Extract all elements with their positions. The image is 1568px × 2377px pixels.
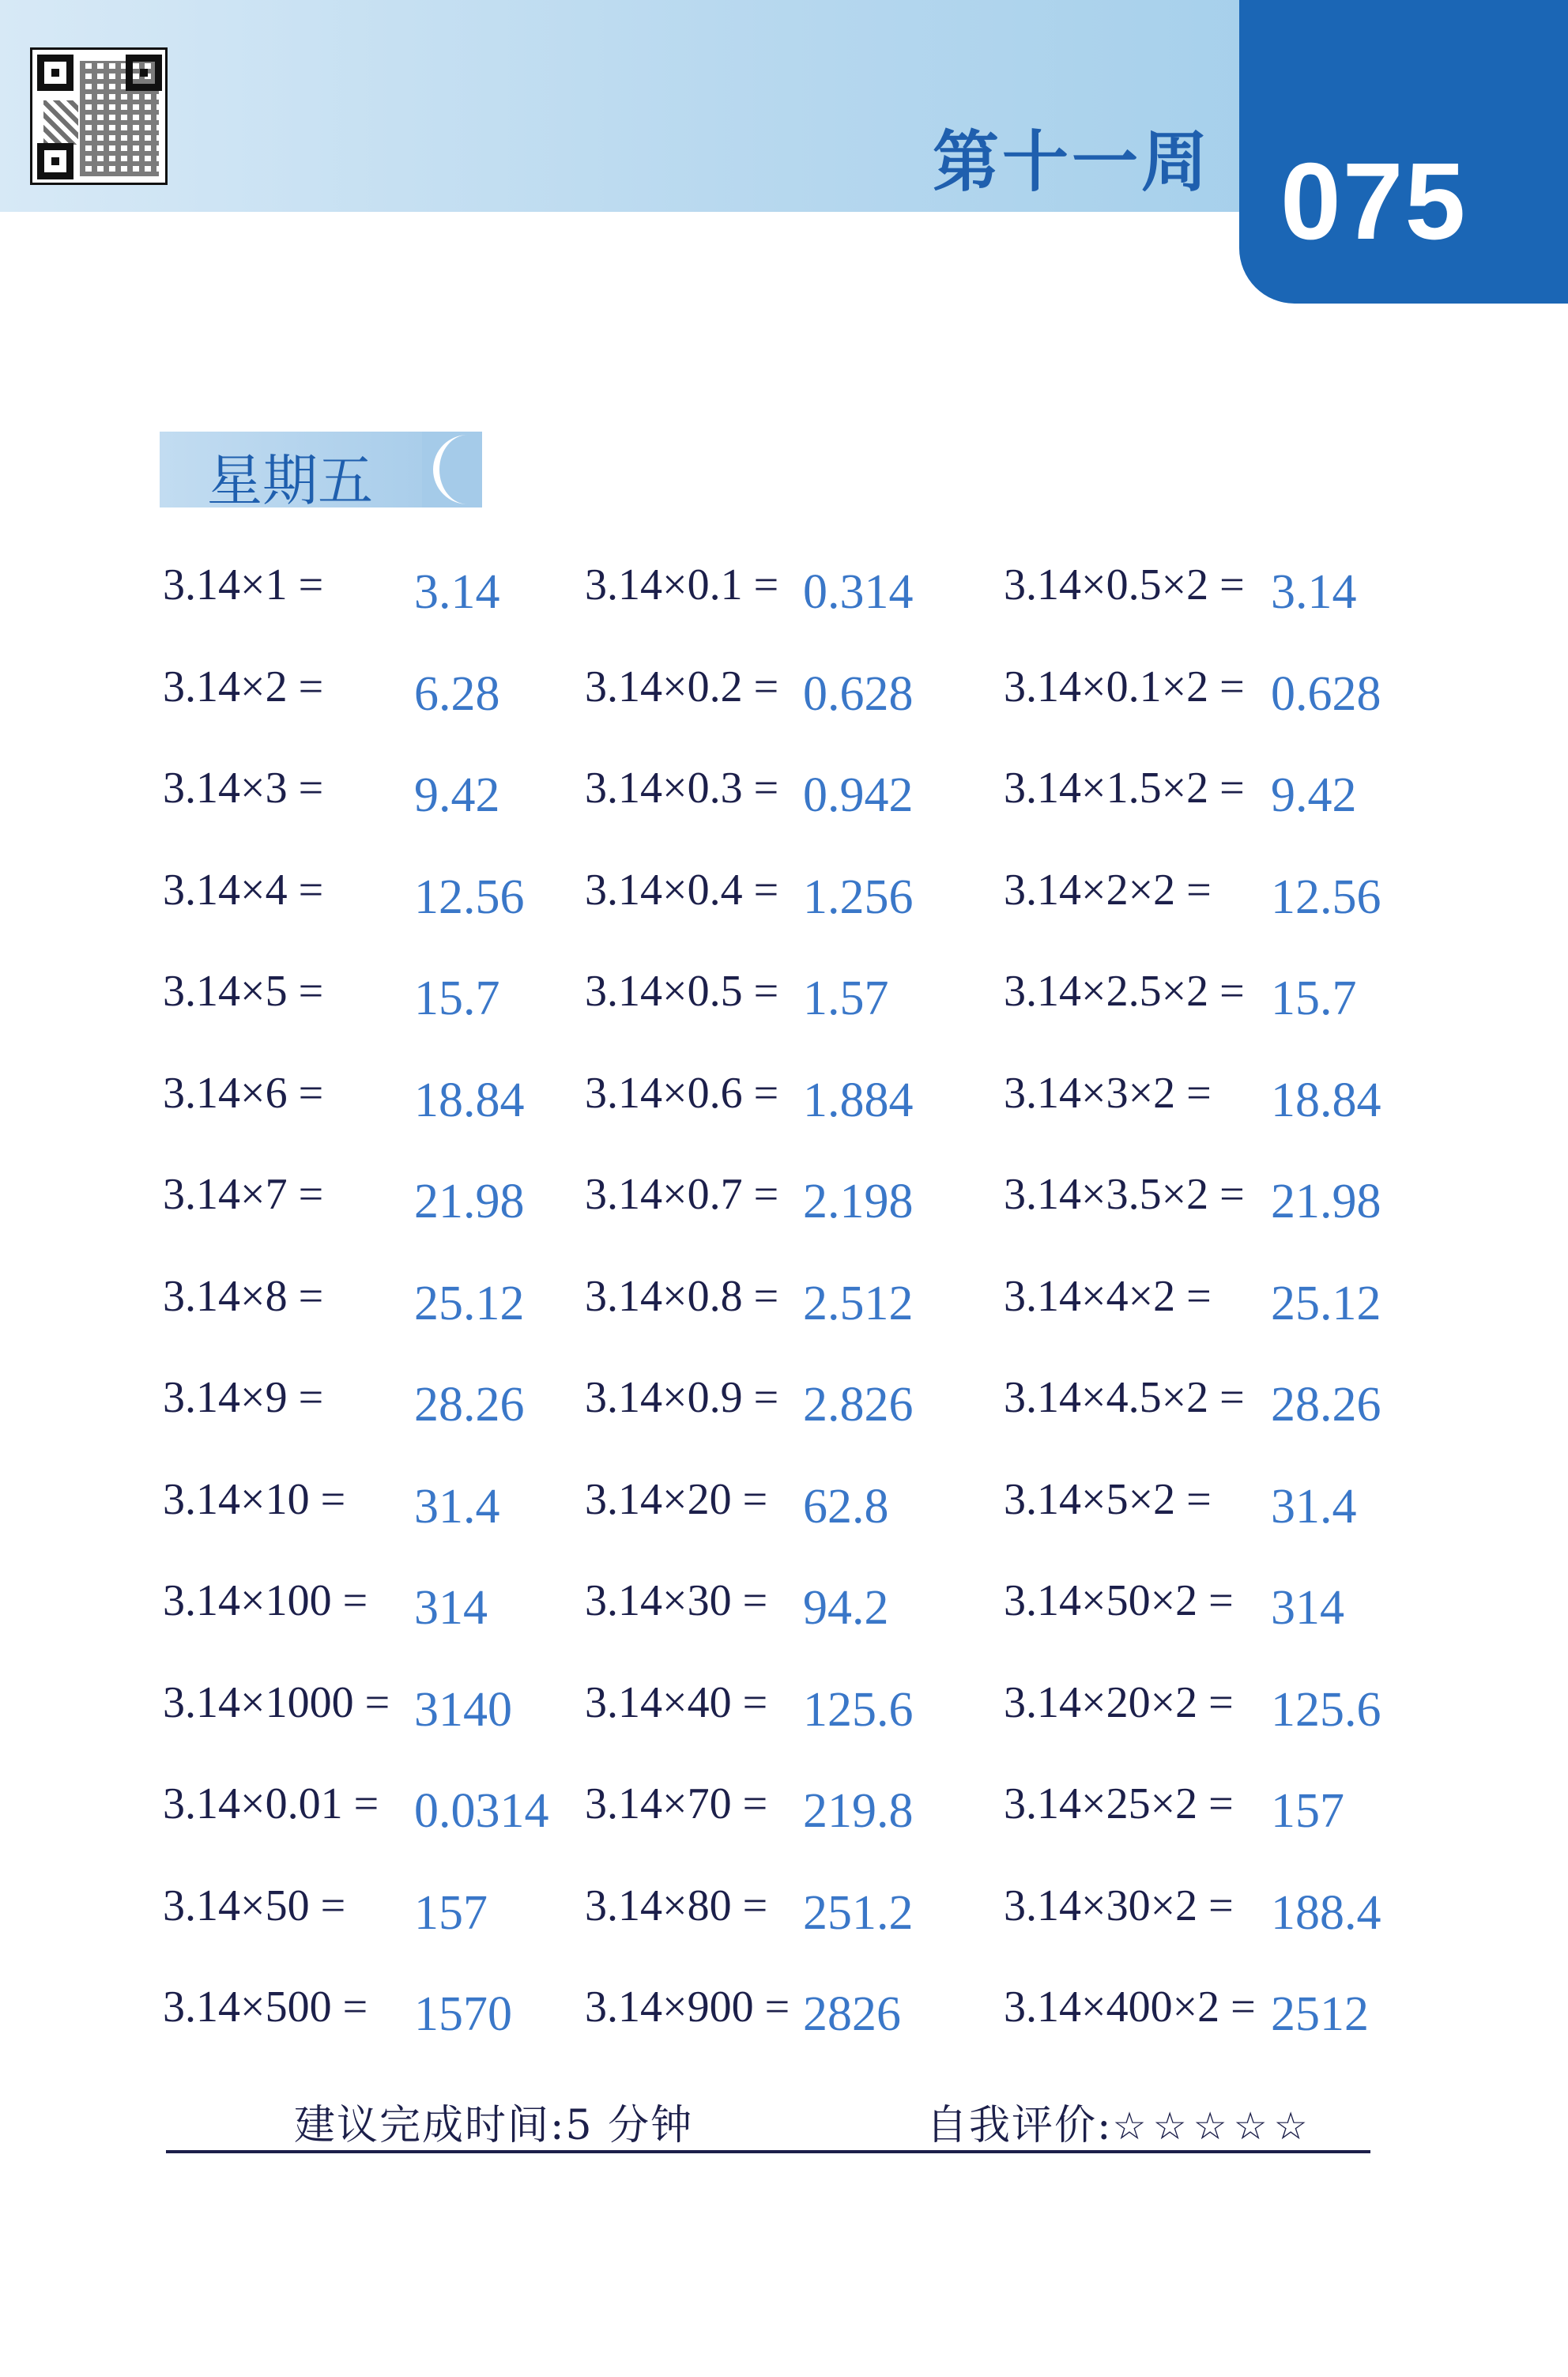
problem-item	[585, 1169, 956, 1248]
problem-item	[1004, 1474, 1375, 1553]
problem-expression: 3.14×50×2 =	[1004, 1576, 1234, 1625]
problem-expression: 3.14×5×2 =	[1004, 1475, 1212, 1524]
problem-item	[585, 763, 956, 842]
problem-expression: 3.14×0.5 =	[585, 967, 779, 1016]
problem-answer: 18.84	[1271, 1073, 1381, 1127]
problem-item	[163, 1779, 549, 1858]
problem-expression: 3.14×30 =	[585, 1576, 768, 1625]
problem-item	[1004, 1372, 1381, 1451]
problem-item	[1004, 662, 1381, 741]
footer-divider	[166, 2150, 1370, 2153]
suggested-time: 建议完成时间:5 分钟	[294, 2102, 694, 2149]
problem-expression: 3.14×0.8 =	[585, 1272, 779, 1321]
problem-item	[1004, 865, 1381, 944]
problem-item	[1004, 1271, 1381, 1350]
problem-expression: 3.14×0.3 =	[585, 764, 779, 813]
problem-answer: 188.4	[1271, 1886, 1381, 1940]
problem-answer: 31.4	[1271, 1480, 1357, 1534]
problem-expression: 3.14×25×2 =	[1004, 1779, 1234, 1828]
problem-expression: 3.14×40 =	[585, 1678, 768, 1727]
problem-item	[163, 1881, 534, 1960]
problem-answer: 18.84	[414, 1073, 525, 1127]
problem-expression: 3.14×0.7 =	[585, 1170, 779, 1219]
problem-expression: 3.14×1 =	[163, 560, 324, 609]
problem-answer: 2.198	[803, 1175, 914, 1228]
problem-expression: 3.14×0.1×2 =	[1004, 662, 1245, 711]
problem-item	[163, 1677, 534, 1756]
problem-answer: 0.628	[803, 667, 914, 721]
problem-answer: 25.12	[1271, 1277, 1381, 1330]
problem-expression: 3.14×0.6 =	[585, 1069, 779, 1118]
problem-expression: 3.14×4 =	[163, 866, 324, 915]
problem-answer: 0.942	[803, 768, 914, 822]
problem-expression: 3.14×3.5×2 =	[1004, 1170, 1245, 1219]
problem-expression: 3.14×6 =	[163, 1069, 324, 1118]
problem-item	[1004, 966, 1375, 1045]
crescent-moon-icon	[422, 432, 482, 507]
problem-answer: 0.314	[803, 565, 914, 619]
problem-item	[1004, 1881, 1381, 1960]
problem-expression: 3.14×70 =	[585, 1779, 768, 1828]
problem-item	[163, 966, 534, 1045]
day-label: 星期五	[207, 448, 373, 513]
problem-expression: 3.14×1000 =	[163, 1678, 390, 1727]
problem-expression: 3.14×7 =	[163, 1170, 324, 1219]
problem-answer: 2.512	[803, 1277, 914, 1330]
problem-answer: 1.57	[803, 972, 889, 1025]
problem-answer: 0.628	[1271, 667, 1381, 721]
problem-item	[585, 1271, 956, 1350]
problem-item	[163, 1372, 534, 1451]
problem-item	[163, 1575, 534, 1654]
problem-expression: 3.14×3 =	[163, 764, 324, 813]
problem-item	[163, 1982, 534, 2061]
problem-answer: 2826	[803, 1987, 901, 2041]
problem-expression: 3.14×3×2 =	[1004, 1069, 1212, 1118]
problem-item	[585, 1068, 956, 1147]
problem-answer: 157	[1271, 1784, 1344, 1838]
problem-answer: 1570	[414, 1987, 512, 2041]
problem-expression: 3.14×2.5×2 =	[1004, 967, 1245, 1016]
problem-answer: 314	[414, 1581, 488, 1635]
problem-answer: 125.6	[803, 1683, 914, 1737]
problem-item	[1004, 763, 1375, 842]
problem-expression: 3.14×1.5×2 =	[1004, 764, 1245, 813]
problem-item	[585, 865, 956, 944]
problem-expression: 3.14×10 =	[163, 1475, 346, 1524]
problem-item	[585, 662, 956, 741]
problem-answer: 251.2	[803, 1886, 914, 1940]
problem-expression: 3.14×0.2 =	[585, 662, 779, 711]
problem-item	[585, 1982, 956, 2061]
problem-answer: 9.42	[414, 768, 500, 822]
problem-answer: 15.7	[1271, 972, 1357, 1025]
problem-item	[163, 1271, 534, 1350]
problem-answer: 2.826	[803, 1378, 914, 1432]
problem-item	[1004, 1068, 1381, 1147]
problem-answer: 62.8	[803, 1480, 889, 1534]
problem-answer: 314	[1271, 1581, 1344, 1635]
problem-item	[1004, 1779, 1375, 1858]
qr-modules	[43, 100, 78, 145]
problem-expression: 3.14×0.1 =	[585, 560, 779, 609]
problem-item	[1004, 560, 1375, 639]
problem-answer: 3.14	[1271, 565, 1357, 619]
problem-item	[585, 966, 956, 1045]
problem-answer: 94.2	[803, 1581, 889, 1635]
problem-item	[1004, 1677, 1381, 1756]
problem-item	[163, 1068, 534, 1147]
problem-expression: 3.14×2 =	[163, 662, 324, 711]
problem-answer: 25.12	[414, 1277, 525, 1330]
qr-finder	[37, 143, 74, 179]
problem-expression: 3.14×900 =	[585, 1983, 790, 2032]
problem-expression: 3.14×0.9 =	[585, 1373, 779, 1422]
problem-item	[585, 1575, 956, 1654]
problem-item	[163, 865, 534, 944]
problem-item	[1004, 1169, 1381, 1248]
problem-item	[585, 1881, 956, 1960]
problem-expression: 3.14×0.4 =	[585, 866, 779, 915]
problem-expression: 3.14×5 =	[163, 967, 324, 1016]
problem-expression: 3.14×50 =	[163, 1881, 346, 1930]
problem-item	[163, 560, 534, 639]
problem-answer: 6.28	[414, 667, 500, 721]
problem-answer: 125.6	[1271, 1683, 1381, 1737]
problem-expression: 3.14×500 =	[163, 1983, 368, 2032]
problem-expression: 3.14×8 =	[163, 1272, 324, 1321]
problem-expression: 3.14×4×2 =	[1004, 1272, 1212, 1321]
problem-item	[163, 763, 534, 842]
problem-answer: 3140	[414, 1683, 512, 1737]
problem-answer: 31.4	[414, 1480, 500, 1534]
problem-answer: 9.42	[1271, 768, 1357, 822]
problem-answer: 28.26	[414, 1378, 525, 1432]
problem-expression: 3.14×0.01 =	[163, 1779, 379, 1828]
problem-item	[163, 1474, 534, 1553]
week-title: 第十一周	[933, 123, 1212, 201]
problem-item	[163, 1169, 534, 1248]
problem-expression: 3.14×2×2 =	[1004, 866, 1212, 915]
problem-item	[163, 662, 534, 741]
problem-answer: 28.26	[1271, 1378, 1381, 1432]
problem-expression: 3.14×30×2 =	[1004, 1881, 1234, 1930]
page-number: 075	[1280, 141, 1468, 262]
problem-expression: 3.14×20 =	[585, 1475, 768, 1524]
problem-expression: 3.14×9 =	[163, 1373, 324, 1422]
self-evaluation	[926, 2092, 1314, 2151]
qr-code-icon	[30, 47, 168, 185]
problem-expression: 3.14×80 =	[585, 1881, 768, 1930]
problem-answer: 0.0314	[414, 1784, 549, 1838]
problem-item	[585, 1474, 956, 1553]
problem-item	[585, 1677, 956, 1756]
problem-item	[585, 1372, 956, 1451]
problem-answer: 21.98	[414, 1175, 525, 1228]
problem-expression: 3.14×4.5×2 =	[1004, 1373, 1245, 1422]
problem-answer: 219.8	[803, 1784, 914, 1838]
problem-answer: 2512	[1271, 1987, 1369, 2041]
problem-expression: 3.14×100 =	[163, 1576, 368, 1625]
star-outline-icon[interactable]: ☆☆☆☆☆	[1112, 2104, 1314, 2149]
qr-finder	[37, 55, 74, 91]
problem-item	[585, 560, 956, 639]
problem-answer: 1.256	[803, 870, 914, 924]
problem-answer: 12.56	[1271, 870, 1381, 924]
problem-item	[1004, 1575, 1375, 1654]
problem-item	[1004, 1982, 1375, 2061]
problem-answer: 15.7	[414, 972, 500, 1025]
problem-expression: 3.14×400×2 =	[1004, 1983, 1256, 2032]
problem-answer: 157	[414, 1886, 488, 1940]
problem-answer: 12.56	[414, 870, 525, 924]
problem-item	[585, 1779, 956, 1858]
problem-answer: 1.884	[803, 1073, 914, 1127]
problem-expression: 3.14×20×2 =	[1004, 1678, 1234, 1727]
qr-modules	[80, 61, 159, 176]
problem-answer: 3.14	[414, 565, 500, 619]
self-eval-label: 自我评价:	[926, 2102, 1113, 2149]
problem-expression: 3.14×0.5×2 =	[1004, 560, 1245, 609]
problem-answer: 21.98	[1271, 1175, 1381, 1228]
